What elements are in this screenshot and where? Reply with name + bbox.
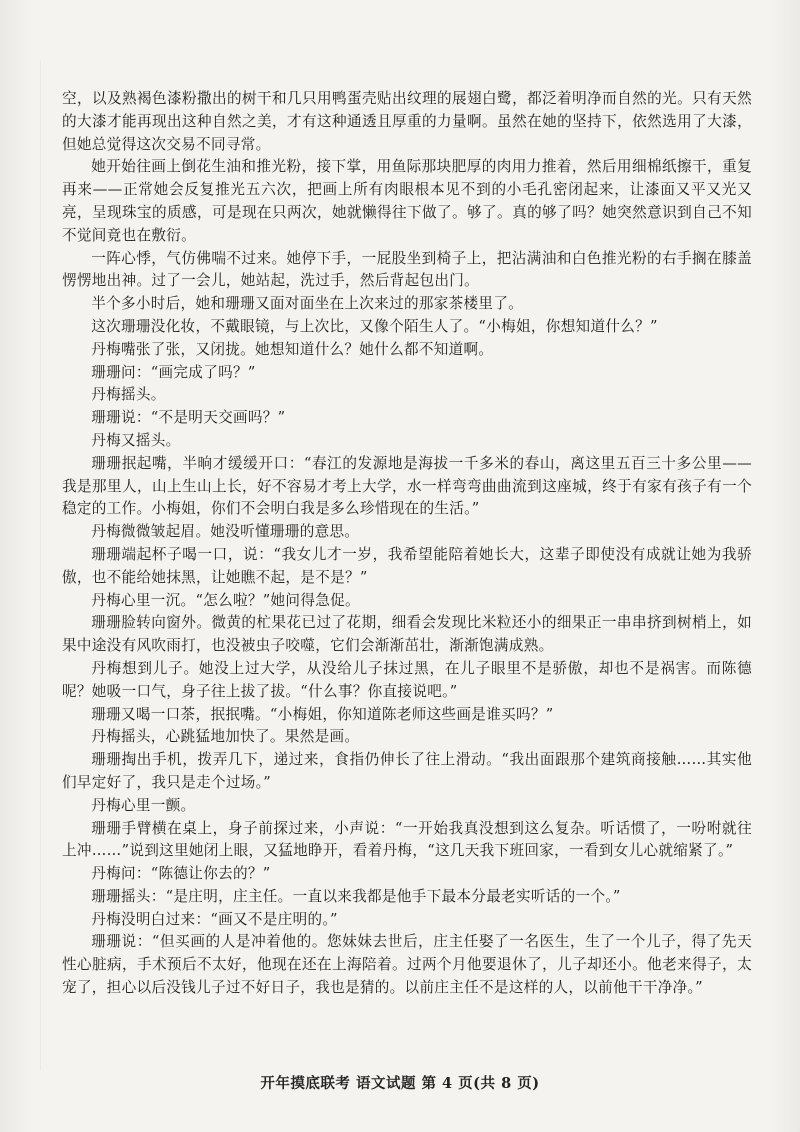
- paragraph: 一阵心悸，气仿佛喘不过来。她停下手，一屁股坐到椅子上，把沾满油和白色推光粉的右手搁在膝盖愣愣地出神。过了一会儿，她站起，洗过手，然后背起包出门。: [62, 249, 752, 290]
- paragraph: 半个多小时后，她和珊珊又面对面坐在上次来过的那家茶楼里了。: [91, 295, 524, 313]
- paragraph: 丹梅心里一沉。“怎么啦？”她问得急促。: [91, 591, 360, 609]
- page-footer: 开年摸底联考 语文试题 第 4 页(共 8 页): [260, 1075, 540, 1092]
- paragraph: 珊珊问：“画完成了吗？”: [91, 363, 256, 381]
- paragraph: 丹梅摇头。: [91, 386, 166, 404]
- paragraph: 珊珊手臂横在桌上，身子前探过来，小声说：“一开始我真没想到这么复杂。听话惯了，一吩咐就往上冲……”说到这里她闭上眼，又猛地睁开，看着丹梅，“这几天我下班回家，一看到女儿心就缩紧了。”: [62, 819, 752, 860]
- paragraph: 珊珊摇头：“是庄明，庄主任。一直以来我都是他手下最本分最老实听话的一个。”: [91, 887, 621, 905]
- paragraph: 这次珊珊没化妆，不戴眼镜，与上次比，又像个陌生人了。“小梅姐，你想知道什么？”: [91, 317, 658, 335]
- paragraph: 珊珊脸转向窗外。微黄的杧果花已过了花期，细看会发现比米粒还小的细果正一串串挤到树梢上，如果中途没有风吹雨打，也没被虫子咬噬，它们会渐渐茁壮，渐渐饱满成熟。: [62, 614, 752, 655]
- binding-shadow: [40, 60, 41, 1070]
- paragraph: 空，以及熟褐色漆粉撒出的树干和几只用鸭蛋壳贴出纹理的展翅白鹭，都泛着明净而自然的光。只有天然的大漆才能再现出这种自然之美，才有这种通透且厚重的力量啊。虽然在她的坚持下，依然选用了大漆，但她总觉得这次交易不同寻常。: [62, 90, 752, 153]
- paragraph: 珊珊抿起嘴，半晌才缓缓开口：“春江的发源地是海拔一千多米的春山，离这里五百三十多公里——我是那里人，山上生山上长，好不容易才考上大学，水一样弯弯曲曲流到这座城，终于有家有孩子有一个稳定的工作。小梅姐，你们不会明白我是多么珍惜现在的生活。”: [62, 454, 752, 518]
- paragraph: 丹梅问：“陈德让你去的？”: [91, 865, 271, 883]
- paragraph: 丹梅又摇头。: [91, 431, 181, 449]
- paragraph: 珊珊又喝一口茶，抿抿嘴。“小梅姐，你知道陈老师这些画是谁买吗？”: [91, 705, 554, 723]
- article-body: [62, 88, 752, 1000]
- paragraph: 她开始往画上倒花生油和推光粉，接下掌，用鱼际那块肥厚的肉用力推着，然后用细棉纸擦干，重复再来——正常她会反复推光五六次，把画上所有肉眼根本见不到的小毛孔密闭起来，让漆面又平又光又亮，呈现珠宝的质感，可是现在只两次，她就懒得往下做了。够了。真的够了吗？她突然意识到自己不知不觉间竟也在敷衍。: [62, 158, 752, 244]
- paragraph: 珊珊端起杯子喝一口，说：“我女儿才一岁，我希望能陪着她长大，这辈子即使没有成就让她为我骄傲，也不能给她抹黑，让她瞧不起，是不是？”: [62, 545, 752, 586]
- paragraph: 珊珊掏出手机，拨弄几下，递过来，食指仍伸长了往上滑动。“我出面跟那个建筑商接触……其实他们早定好了，我只是走个过场。”: [62, 751, 752, 791]
- paragraph: 丹梅摇头，心跳猛地加快了。果然是画。: [91, 728, 360, 746]
- paragraph: 丹梅心里一颤。: [91, 796, 196, 814]
- paragraph: 丹梅嘴张了张，又闭拢。她想知道什么？她什么都不知道啊。: [91, 340, 494, 358]
- paragraph: 丹梅想到儿子。她没上过大学，从没给儿子抹过黑，在儿子眼里不是骄傲，却也不是祸害。而陈德呢？她吸一口气，身子往上拔了拔。“什么事？你直接说吧。”: [62, 659, 752, 700]
- paragraph: 丹梅微微皱起眉。她没听懂珊珊的意思。: [91, 523, 360, 541]
- paragraph: 丹梅没明白过来：“画又不是庄明的。”: [91, 910, 338, 928]
- paragraph: 珊珊说：“不是明天交画吗？”: [91, 409, 286, 427]
- paragraph: 珊珊说：“但买画的人是冲着他的。您妹妹去世后，庄主任娶了一名医生，生了一个儿子，得了先天性心脏病，手术预后不太好，他现在还在上海陪着。过两个月他要退休了，儿子却还小。他老来得子，太宠了，担心以后没钱儿子过不好日子，我也是猜的。以前庄主任不是这样的人，以前他干干净净。”: [62, 933, 752, 997]
